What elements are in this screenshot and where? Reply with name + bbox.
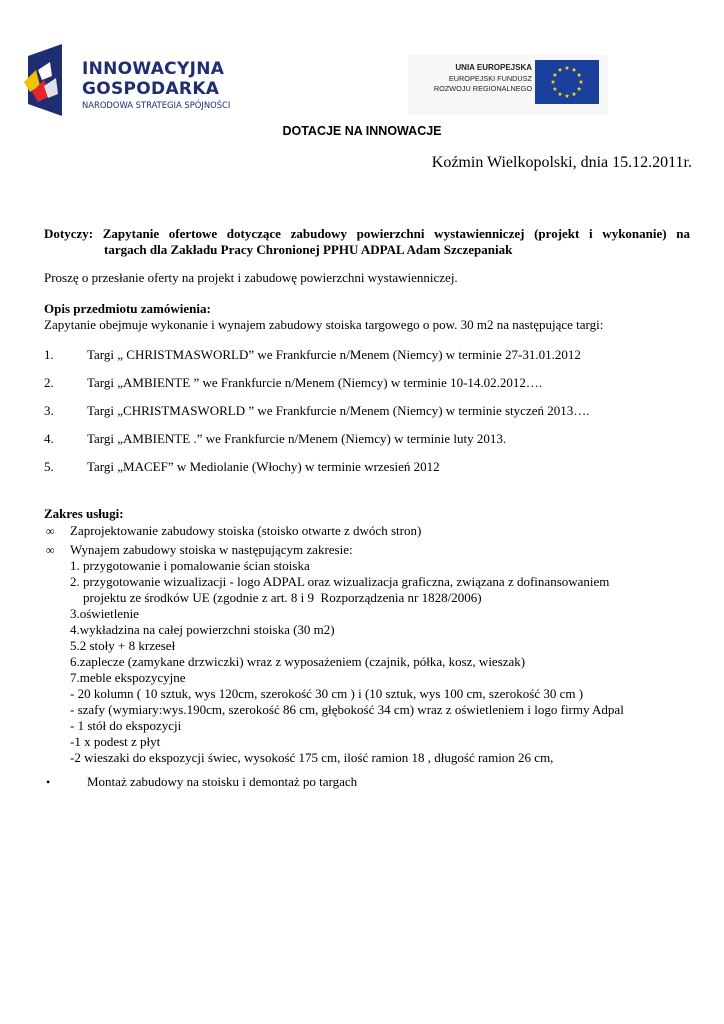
scope-line: -2 wieszaki do ekspozycji świec, wysokość 175 cm, ilość ramion 18 , długość ramion 26 cm, bbox=[70, 750, 554, 765]
eu-stars-icon bbox=[535, 60, 599, 104]
eu-star-icon bbox=[577, 73, 582, 77]
innowacyjna-gospodarka-logo bbox=[22, 42, 262, 120]
bullet-dot-icon: • bbox=[46, 775, 51, 789]
scope-line: projektu ze środków UE (zgodnie z art. 8 i 9 Rozporządzenia nr 1828/2006) bbox=[70, 590, 482, 605]
scope-line: - 20 kolumn ( 10 sztuk, wys 120cm, szerokość 30 cm ) i (10 sztuk, wys 100 cm, szerokość 30 cm ) bbox=[70, 686, 584, 701]
eu-line-fundusz: EUROPEJSKI FUNDUSZ bbox=[448, 74, 532, 83]
fair-number: 2. bbox=[44, 375, 54, 390]
scope-line: 4.wykładzina na całej powierzchni stoiska (30 m2) bbox=[70, 622, 335, 637]
scope-line: - szafy (wymiary:wys.190cm, szerokość 86 cm, głębokość 34 cm) wraz z oświetleniem i logo firmy Adpal bbox=[70, 702, 624, 717]
eu-star-icon bbox=[572, 92, 577, 96]
eu-star-icon bbox=[558, 92, 563, 96]
eu-star-icon bbox=[565, 94, 570, 98]
fair-number: 3. bbox=[44, 403, 54, 418]
fair-number: 4. bbox=[44, 431, 54, 446]
final-bullet-text: Montaż zabudowy na stoisku i demontaż po targach bbox=[87, 774, 358, 789]
opis-heading: Opis przedmiotu zamówienia: bbox=[44, 301, 211, 316]
scope-line: - 1 stół do ekspozycji bbox=[70, 718, 182, 733]
eu-fund-logo bbox=[408, 55, 608, 115]
eu-star-icon bbox=[553, 87, 558, 91]
scope-line: 5.2 stoły + 8 krzeseł bbox=[70, 638, 176, 653]
eu-star-icon bbox=[565, 66, 570, 70]
zakres-bullet-text: Wynajem zabudowy stoiska w następującym zakresie: bbox=[70, 542, 353, 557]
eu-star-icon bbox=[553, 73, 558, 77]
scope-line: 3.oświetlenie bbox=[70, 606, 139, 621]
eu-flag-icon bbox=[535, 60, 599, 104]
subject-line-1: Dotyczy: Zapytanie ofertowe dotyczące zabudowy powierzchni wystawienniczej (projekt i wykonanie) na bbox=[44, 226, 690, 241]
logo-line-innowacyjna: INNOWACYJNA bbox=[82, 59, 225, 79]
scope-line: 6.zaplecze (zamykane drzwiczki) wraz z wyposażeniem (czajnik, półka, kosz, wieszak) bbox=[70, 654, 526, 669]
document-heading: DOTACJE NA INNOWACJE bbox=[282, 124, 442, 138]
scope-line: 1. przygotowanie i pomalowanie ścian stoiska bbox=[70, 558, 310, 573]
scope-line: 2. przygotowanie wizualizacji - logo ADPAL oraz wizualizacja graficzna, związana z dofinansowaniem bbox=[70, 574, 610, 589]
fair-text: Targi „AMBIENTE .” we Frankfurcie n/Menem (Niemcy) w terminie luty 2013. bbox=[87, 431, 507, 446]
fair-number: 5. bbox=[44, 459, 54, 474]
scope-line: -1 x podest z płyt bbox=[70, 734, 161, 749]
logo-line-gospodarka: GOSPODARKA bbox=[82, 79, 220, 99]
fair-text: Targi „MACEF” w Mediolanie (Włochy) w terminie wrzesień 2012 bbox=[87, 459, 440, 474]
fair-text: Targi „CHRISTMASWORLD ” we Frankfurcie n/Menem (Niemcy) w terminie styczeń 2013…. bbox=[87, 403, 590, 418]
fair-text: Targi „ CHRISTMASWORLD” we Frankfurcie n/Menem (Niemcy) w terminie 27-31.01.2012 bbox=[87, 347, 581, 362]
zakres-bullet-text: Zaprojektowanie zabudowy stoiska (stoisko otwarte z dwóch stron) bbox=[70, 523, 422, 538]
fair-text: Targi „AMBIENTE ” we Frankfurcie n/Menem (Niemcy) w terminie 10-14.02.2012…. bbox=[87, 375, 543, 390]
subject-line-2: targach dla Zakładu Pracy Chronionej PPHU ADPAL Adam Szczepaniak bbox=[104, 242, 513, 257]
logo-line-strategia: NARODOWA STRATEGIA SPÓJNOŚCI bbox=[82, 100, 231, 110]
eu-star-icon bbox=[572, 67, 577, 71]
eu-line-rozwoju: ROZWOJU REGIONALNEGO bbox=[433, 84, 532, 93]
infinity-bullet-icon: ∞ bbox=[46, 524, 55, 538]
eu-star-icon bbox=[551, 80, 556, 84]
eu-star-icon bbox=[579, 80, 584, 84]
eu-star-icon bbox=[558, 67, 563, 71]
innowacyjna-gospodarka-emblem bbox=[22, 42, 72, 118]
eu-star-icon bbox=[577, 87, 582, 91]
date-line: Koźmin Wielkopolski, dnia 15.12.2011r. bbox=[431, 154, 692, 171]
opis-text: Zapytanie obejmuje wykonanie i wynajem zabudowy stoiska targowego o pow. 30 m2 na następujące targi: bbox=[44, 317, 604, 332]
infinity-bullet-icon: ∞ bbox=[46, 543, 55, 557]
fair-number: 1. bbox=[44, 347, 54, 362]
request-text: Proszę o przesłanie oferty na projekt i zabudowę powierzchni wystawienniczej. bbox=[44, 270, 458, 285]
zakres-heading: Zakres usługi: bbox=[44, 506, 124, 521]
eu-line-unia: UNIA EUROPEJSKA bbox=[455, 63, 532, 72]
scope-line: 7.meble ekspozycyjne bbox=[70, 670, 186, 685]
